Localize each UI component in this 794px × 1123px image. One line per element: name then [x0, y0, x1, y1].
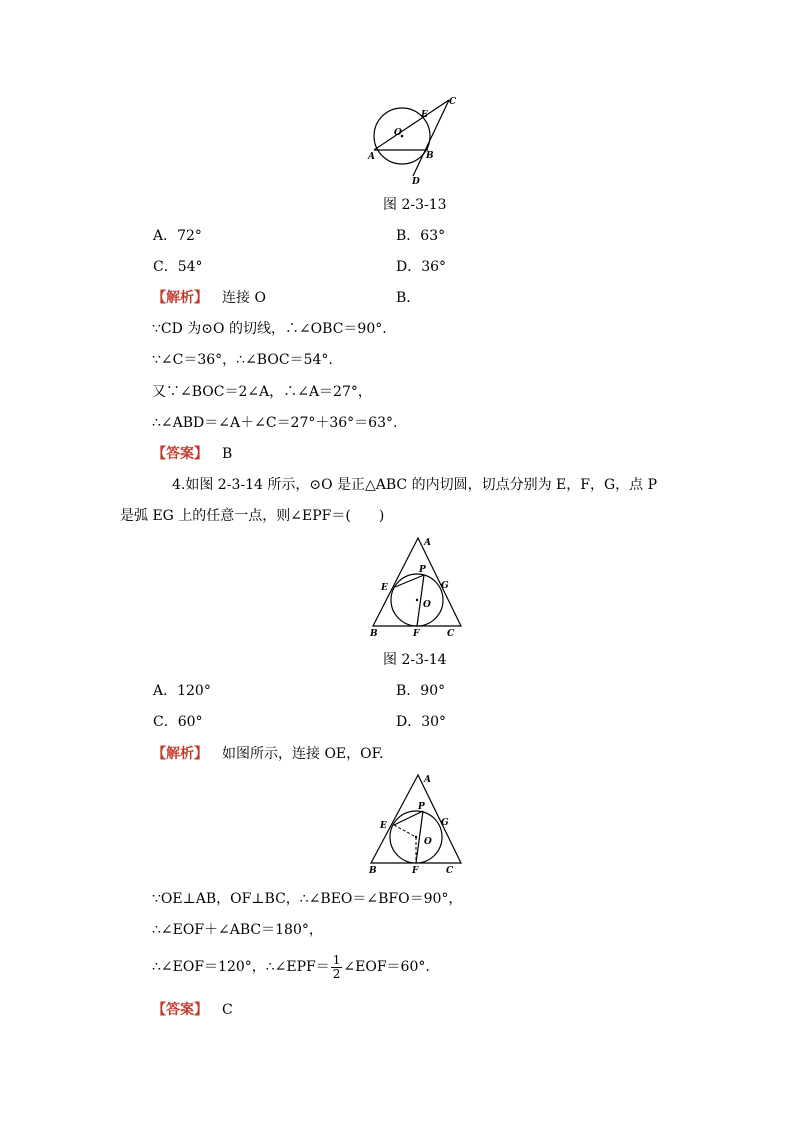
q4-answer-line	[152, 1001, 233, 1019]
q3-analysis-tag: 【解析】	[152, 290, 208, 306]
q3-option-c: C．54°	[153, 259, 203, 275]
label-d: D	[412, 177, 420, 187]
fraction-numerator: 1	[332, 952, 341, 967]
q3-line-4: ∴∠ABD＝∠A＋∠C＝27°＋36°＝63°.	[152, 415, 398, 431]
q4-stem-line-1: 4.如图 2-3-14 所示，⊙O 是正△ABC 的内切圆，切点分别为 E，F，G，点 P	[172, 477, 658, 493]
q4-solution-line-3	[152, 952, 430, 982]
q3-answer: B	[222, 446, 233, 462]
label-o: O	[424, 837, 432, 847]
q4-analysis-text: 如图所示，连接 OE，OF.	[222, 746, 384, 762]
q4-option-d: D．30°	[396, 714, 447, 730]
q4-answer-tag: 【答案】	[152, 1002, 208, 1018]
segment-oe-dashed	[394, 825, 416, 837]
figure-2-3-13	[360, 90, 470, 190]
q4-line3-post: ∠EOF＝60°.	[343, 959, 430, 975]
label-c: C	[446, 866, 454, 876]
q4-line3-pre: ∴∠EOF＝120°，∴∠EPF＝	[152, 959, 330, 975]
q4-solution-line-2: ∴∠EOF＋∠ABC＝180°，	[152, 922, 323, 938]
label-e: E	[380, 821, 387, 831]
label-a: A	[424, 538, 431, 548]
label-g: G	[441, 581, 449, 591]
q4-option-b: B．90°	[396, 683, 446, 699]
label-b: B	[370, 629, 378, 639]
fraction-denominator: 2	[332, 966, 341, 981]
label-f: F	[412, 866, 419, 876]
q3-line-1: ∵CD 为⊙O 的切线，∴∠OBC＝90°.	[152, 321, 387, 337]
center-dot	[415, 836, 417, 838]
figure-caption-2-3-14: 图 2-3-14	[383, 652, 447, 668]
q4-solution-line-1: ∵OE⊥AB，OF⊥BC，∴∠BEO＝∠BFO＝90°，	[152, 891, 463, 907]
q4-answer: C	[222, 1002, 233, 1018]
center-dot	[416, 599, 418, 601]
label-o: O	[423, 600, 431, 610]
label-g: G	[441, 818, 449, 828]
q4-analysis-line	[152, 745, 384, 763]
q3-analysis-text: 连接 O	[222, 290, 266, 306]
label-o: O	[394, 128, 402, 138]
figure-caption-2-3-13: 图 2-3-13	[383, 197, 447, 213]
figure-2-3-14	[365, 535, 465, 640]
q3-line-2: ∵∠C＝36°，∴∠BOC＝54°.	[152, 352, 333, 368]
q4-option-a: A．120°	[153, 683, 211, 699]
q3-line-3: 又∵∠BOC＝2∠A，∴∠A＝27°，	[152, 384, 372, 400]
label-f: F	[413, 629, 420, 639]
label-b: B	[426, 151, 434, 161]
q3-analysis-line	[152, 289, 266, 307]
label-e: E	[421, 110, 428, 120]
label-b: B	[369, 866, 377, 876]
q4-analysis-tag: 【解析】	[152, 746, 208, 762]
label-p: P	[418, 802, 425, 812]
label-a: A	[424, 775, 431, 785]
label-p: P	[419, 565, 426, 575]
figure-solution	[365, 772, 465, 877]
q3-answer-line	[152, 445, 232, 463]
fraction-one-half	[331, 954, 343, 981]
label-e: E	[381, 583, 388, 593]
q3-answer-tag: 【答案】	[152, 446, 208, 462]
q3-option-d: D．36°	[396, 259, 447, 275]
label-c: C	[447, 629, 455, 639]
q3-option-a: A．72°	[153, 228, 202, 244]
q4-option-c: C．60°	[153, 714, 203, 730]
q3-analysis-text-right: B.	[396, 290, 411, 306]
label-a: A	[368, 152, 375, 162]
q3-option-b: B．63°	[396, 228, 446, 244]
q4-stem-line-2: 是弧 EG 上的任意一点，则∠EPF＝( )	[120, 508, 385, 524]
label-c: C	[449, 97, 457, 107]
